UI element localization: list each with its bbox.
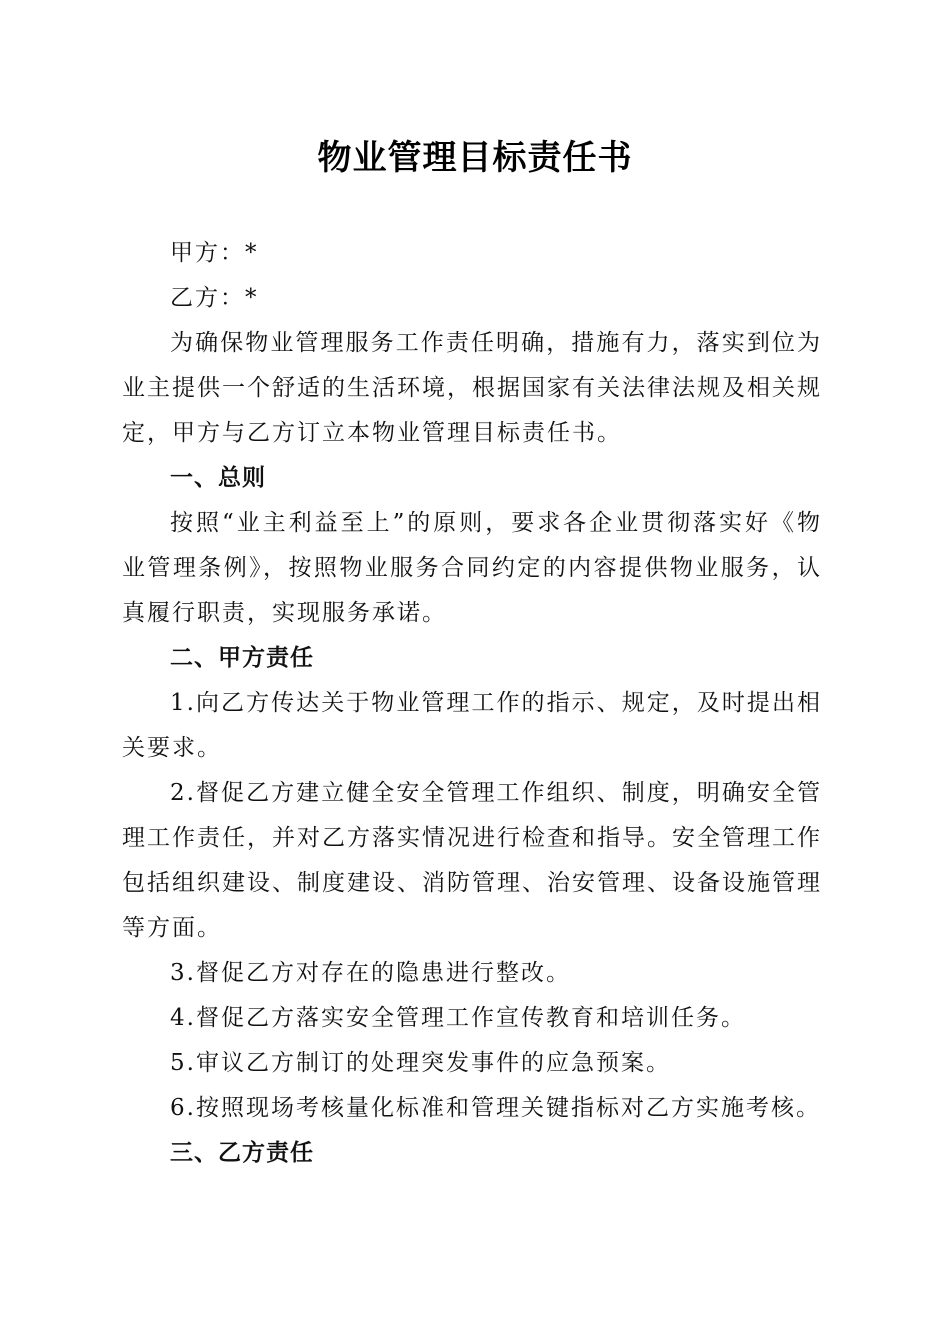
section-heading-party-b: 三、乙方责任	[170, 1140, 314, 1166]
section-heading-party-a: 二、甲方责任	[170, 645, 314, 671]
party-a-item-5: 5.审议乙方制订的处理突发事件的应急预案。	[170, 1050, 671, 1076]
section-heading-general: 一、总则	[170, 465, 266, 491]
general-paragraph: 按照“业主利益至上”的原则，要求各企业贯彻落实好《物业管理条例》，按照物业服务合同约定的内容提供物业服务，认真履行职责，实现服务承诺。	[122, 510, 822, 626]
party-a-item-4: 4.督促乙方落实安全管理工作宣传教育和培训任务。	[170, 1005, 746, 1031]
party-b-line: 乙方：*	[170, 285, 259, 311]
party-a-item-3: 3.督促乙方对存在的隐患进行整改。	[170, 960, 571, 986]
party-a-item-2: 2.督促乙方建立健全安全管理工作组织、制度，明确安全管理工作责任，并对乙方落实情况进行检查和指导。安全管理工作包括组织建设、制度建设、消防管理、治安管理、设备设施管理等方面。	[122, 780, 822, 941]
intro-paragraph: 为确保物业管理服务工作责任明确，措施有力，落实到位为业主提供一个舒适的生活环境，根据国家有关法律法规及相关规定，甲方与乙方订立本物业管理目标责任书。	[122, 330, 822, 446]
document-body	[122, 231, 822, 1176]
party-a-item-6: 6.按照现场考核量化标准和管理关键指标对乙方实施考核。	[170, 1095, 821, 1121]
party-a-item-1: 1.向乙方传达关于物业管理工作的指示、规定，及时提出相关要求。	[122, 690, 822, 761]
party-a-line: 甲方：*	[170, 240, 259, 266]
document-title: 物业管理目标责任书	[317, 138, 633, 178]
